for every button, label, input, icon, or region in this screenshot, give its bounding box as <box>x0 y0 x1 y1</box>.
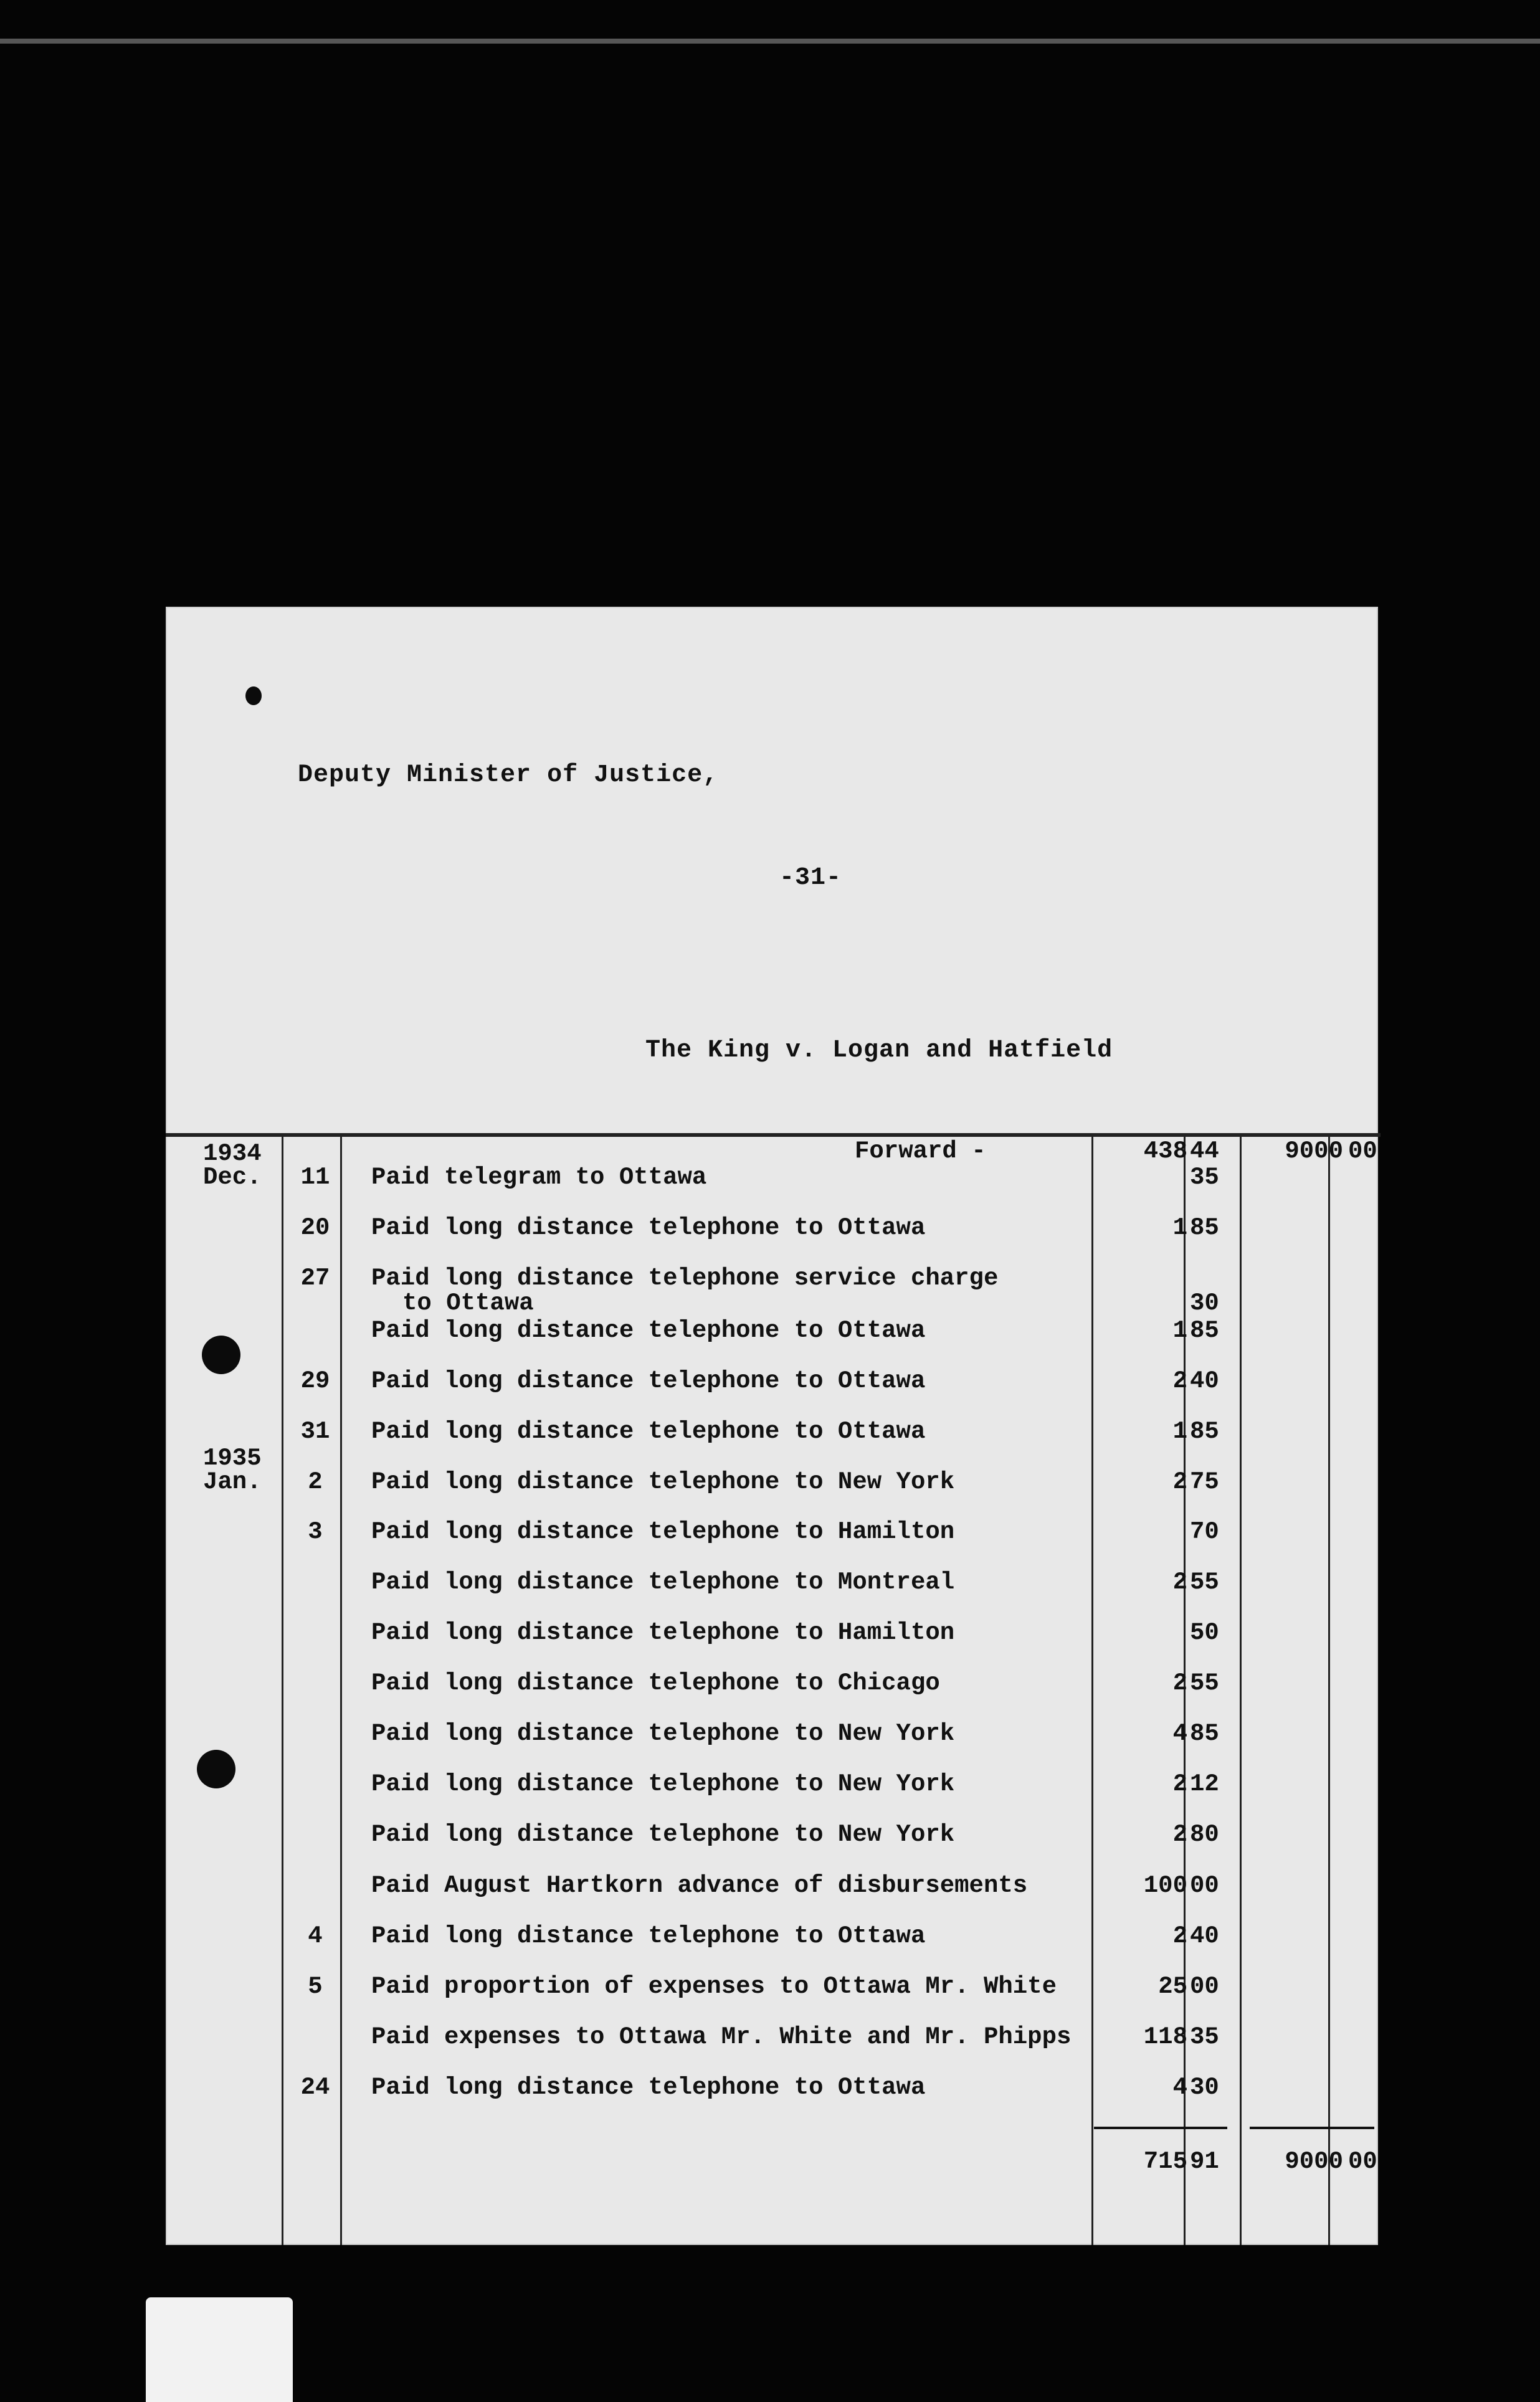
year-label: 1935 <box>203 1445 262 1472</box>
ledger-row <box>166 1770 1378 1808</box>
ledger-row <box>166 1445 1378 1506</box>
total-cents: 91 <box>1190 2148 1219 2175</box>
entry-description: Paid telegram to Ottawa <box>371 1164 707 1191</box>
entry-amount: 4 <box>1172 1720 1187 1747</box>
forward-amount: 438 <box>1143 1137 1187 1165</box>
forward-total-amount: 9000 <box>1285 1137 1343 1165</box>
entry-amount: 25 <box>1158 1973 1187 2000</box>
ledger-row <box>166 2074 1378 2111</box>
month-label: Dec. <box>203 1164 262 1191</box>
forward-cents: 44 <box>1190 1137 1219 1165</box>
entry-amount: 2 <box>1172 1569 1187 1596</box>
entry-description: Paid long distance telephone to New York <box>371 1468 955 1496</box>
ledger-row <box>166 1569 1378 1606</box>
entry-amount: 2 <box>1172 1669 1187 1697</box>
entry-description: Paid long distance telephone to New York <box>371 1821 955 1848</box>
entry-description: Paid long distance telephone to Ottawa <box>371 2074 926 2101</box>
entry-amount: 2 <box>1172 1821 1187 1848</box>
forward-label: Forward - <box>855 1137 986 1165</box>
entry-cents: 30 <box>1190 1289 1219 1317</box>
ledger-row <box>166 1973 1378 2010</box>
year-label: 1934 <box>203 1140 262 1167</box>
entry-description: Paid long distance telephone to Ottawa <box>371 1367 926 1395</box>
entry-cents: 75 <box>1190 1468 1219 1496</box>
punch-mark <box>245 686 262 705</box>
sum-rule <box>1094 2127 1227 2129</box>
entry-cents: 80 <box>1190 1821 1219 1848</box>
ledger-row <box>166 1214 1378 1251</box>
table-top-rule <box>166 1133 1381 1137</box>
day-label: 2 <box>308 1468 323 1496</box>
film-label-tab <box>146 2297 293 2402</box>
entry-cents: 35 <box>1190 1164 1219 1191</box>
entry-description: Paid long distance telephone service charge <box>371 1265 999 1292</box>
day-label: 29 <box>300 1367 330 1395</box>
ledger-row <box>166 1669 1378 1707</box>
day-label: 31 <box>300 1418 330 1445</box>
ledger-row <box>166 1821 1378 1858</box>
entry-cents: 35 <box>1190 2023 1219 2051</box>
entry-amount: 4 <box>1172 2074 1187 2101</box>
entry-cents: 00 <box>1190 1973 1219 2000</box>
sum-rule <box>1250 2127 1374 2129</box>
entry-description-continued: to Ottawa <box>402 1289 534 1317</box>
entry-amount: 100 <box>1143 1872 1187 1899</box>
entry-cents: 40 <box>1190 1922 1219 1950</box>
entry-description: Paid long distance telephone to Ottawa <box>371 1922 926 1950</box>
ledger-row <box>166 1922 1378 1960</box>
addressee: Deputy Minister of Justice, <box>298 761 719 789</box>
entry-description: Paid proportion of expenses to Ottawa Mr. White <box>371 1973 1057 2000</box>
entry-description: Paid long distance telephone to New York <box>371 1770 955 1798</box>
binder-hole <box>202 1336 240 1374</box>
entry-cents: 55 <box>1190 1569 1219 1596</box>
entry-cents: 30 <box>1190 2074 1219 2101</box>
forward-total-cents: 00 <box>1348 1137 1377 1165</box>
day-label: 3 <box>308 1518 323 1545</box>
entry-description: Paid long distance telephone to Ottawa <box>371 1317 926 1344</box>
day-label: 5 <box>308 1973 323 2000</box>
entry-cents: 00 <box>1190 1872 1219 1899</box>
totals-row <box>166 2148 1378 2185</box>
ledger-row <box>166 1367 1378 1405</box>
ledger-row <box>166 1317 1378 1354</box>
entry-description: Paid long distance telephone to Chicago <box>371 1669 940 1697</box>
film-edge <box>0 39 1540 44</box>
entry-cents: 85 <box>1190 1317 1219 1344</box>
month-label: Jan. <box>203 1468 262 1496</box>
entry-description: Paid long distance telephone to Hamilton <box>371 1619 955 1646</box>
day-label: 4 <box>308 1922 323 1950</box>
ledger-row <box>166 1518 1378 1555</box>
grand-total-cents: 00 <box>1348 2148 1377 2175</box>
entry-cents: 70 <box>1190 1518 1219 1545</box>
entry-description: Paid long distance telephone to Ottawa <box>371 1418 926 1445</box>
day-label: 11 <box>300 1164 330 1191</box>
day-label: 20 <box>300 1214 330 1241</box>
ledger-row <box>166 1418 1378 1455</box>
entry-amount: 2 <box>1172 1367 1187 1395</box>
binder-hole <box>197 1750 235 1788</box>
day-label: 27 <box>300 1265 330 1292</box>
entry-cents: 85 <box>1190 1418 1219 1445</box>
entry-description: Paid long distance telephone to Montreal <box>371 1569 955 1596</box>
entry-amount: 2 <box>1172 1468 1187 1496</box>
entry-amount: 1 <box>1172 1317 1187 1344</box>
entry-description: Paid August Hartkorn advance of disbursements <box>371 1872 1028 1899</box>
ledger-row <box>166 1872 1378 1909</box>
day-label: 24 <box>300 2074 330 2101</box>
entry-description: Paid long distance telephone to New York <box>371 1720 955 1747</box>
entry-cents: 40 <box>1190 1367 1219 1395</box>
ledger-row <box>166 1619 1378 1656</box>
entry-cents: 85 <box>1190 1720 1219 1747</box>
entry-amount: 1 <box>1172 1418 1187 1445</box>
entry-amount: 118 <box>1143 2023 1187 2051</box>
entry-description: Paid long distance telephone to Hamilton <box>371 1518 955 1545</box>
page-number: -31- <box>779 864 842 892</box>
entry-cents: 50 <box>1190 1619 1219 1646</box>
ledger-row <box>166 1720 1378 1757</box>
entry-cents: 85 <box>1190 1214 1219 1241</box>
case-title: The King v. Logan and Hatfield <box>645 1037 1113 1065</box>
ledger-row <box>166 2023 1378 2061</box>
ledger-row <box>166 1265 1378 1317</box>
entry-description: Paid expenses to Ottawa Mr. White and Mr. Phipps <box>371 2023 1072 2051</box>
entry-cents: 12 <box>1190 1770 1219 1798</box>
ledger-page <box>166 607 1378 2245</box>
entry-amount: 2 <box>1172 1770 1187 1798</box>
total-amount: 715 <box>1143 2148 1187 2175</box>
entry-description: Paid long distance telephone to Ottawa <box>371 1214 926 1241</box>
entry-amount: 2 <box>1172 1922 1187 1950</box>
entry-amount: 1 <box>1172 1214 1187 1241</box>
entry-cents: 55 <box>1190 1669 1219 1697</box>
grand-total-amount: 9000 <box>1285 2148 1343 2175</box>
